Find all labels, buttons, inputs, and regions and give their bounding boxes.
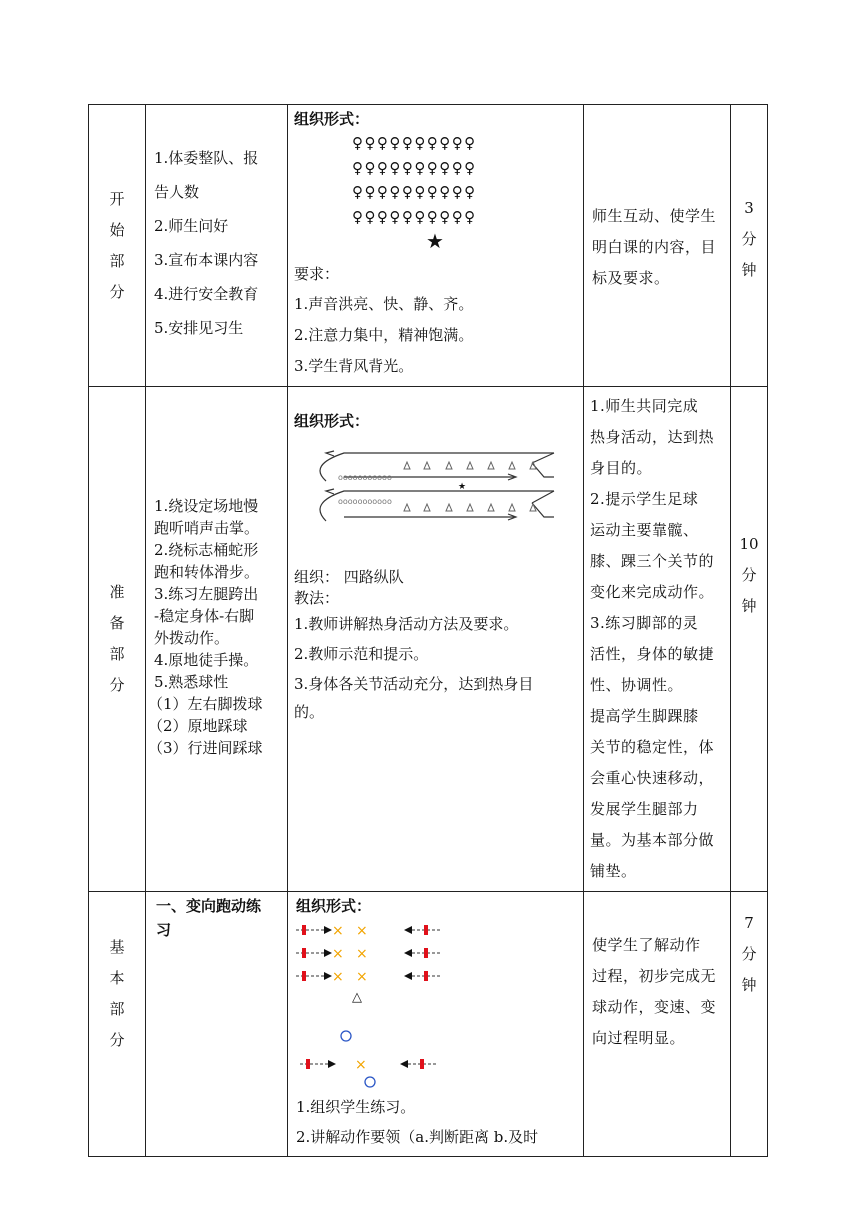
warmup-route-diagram <box>304 447 564 539</box>
content-line: 3.宣布本课内容 <box>154 251 259 269</box>
purpose-line: 量。为基本部分做 <box>590 831 715 849</box>
section-name-basic <box>89 892 146 1157</box>
purpose-line: 关节的稳定性，体 <box>590 738 715 756</box>
player-marker-icon <box>302 948 306 958</box>
circle-marker-icon <box>365 1077 375 1087</box>
content-line: 5.熟悉球性 <box>154 673 229 691</box>
route-line <box>532 491 554 517</box>
org-line: 教法： <box>294 589 340 607</box>
player-marker-icon <box>424 925 428 935</box>
purpose-line: 铺垫。 <box>590 862 637 880</box>
content-line: 5.安排见习生 <box>154 319 244 337</box>
purpose-line: 会重心快速移动， <box>590 769 715 787</box>
org-title: 组织形式： <box>294 110 370 128</box>
section-char: 分 <box>109 282 125 301</box>
player-marker-icon <box>420 1059 424 1069</box>
section-char: 备 <box>109 614 125 632</box>
content-line: 习 <box>156 921 172 939</box>
cross-marker-icon: × <box>332 923 344 939</box>
purpose-line: 运动主要靠髋、 <box>590 521 699 539</box>
route-line <box>532 453 554 477</box>
section-row-prepare <box>89 387 768 892</box>
cross-marker-icon: × <box>356 946 368 962</box>
teacher-star-icon: ★ <box>426 229 444 253</box>
content-line: -稳定身体-右脚 <box>154 607 255 625</box>
purpose-line: 身目的。 <box>590 459 653 477</box>
section-char: 本 <box>109 969 125 987</box>
content-line: 一、变向跑动练 <box>156 897 262 915</box>
org-title: 组织形式： <box>294 412 370 430</box>
org-title: 组织形式： <box>296 897 372 915</box>
arrowhead <box>326 451 334 456</box>
section-char: 部 <box>109 251 125 270</box>
time-unit: 分 <box>741 945 757 963</box>
organization-prepare <box>288 387 584 892</box>
time-unit: 分 <box>741 230 757 248</box>
purpose-line: 球动作，变速、变 <box>592 998 717 1016</box>
time-start <box>731 105 768 387</box>
cone-markers <box>404 462 536 511</box>
content-line: 跑听哨声击掌。 <box>154 519 260 537</box>
method-line: 1.教师讲解热身活动方法及要求。 <box>294 615 519 633</box>
content-line: 3.练习左腿跨出 <box>154 585 259 603</box>
time-unit: 钟 <box>741 261 757 279</box>
section-char: 开 <box>109 189 125 208</box>
content-line: 告人数 <box>154 183 200 201</box>
section-char: 分 <box>109 676 125 694</box>
arrowhead <box>326 489 334 494</box>
cross-marker-icon: × <box>332 946 344 962</box>
arrowhead <box>400 1060 408 1068</box>
content-line: 1.体委整队、报 <box>154 149 259 167</box>
content-line: 1.绕设定场地慢 <box>154 497 259 515</box>
content-line: 2.绕标志桶蛇形 <box>154 541 259 559</box>
formation-row: ♀♀♀♀♀♀♀♀♀♀ <box>352 158 477 177</box>
purpose-line: 使学生了解动作 <box>592 936 701 954</box>
section-char: 部 <box>109 645 125 663</box>
purpose-line: 膝、踝三个关节的 <box>590 552 715 570</box>
section-char: 部 <box>109 1000 125 1018</box>
purpose-line: 发展学生腿部力 <box>590 800 699 818</box>
purpose-line: 3.练习脚部的灵 <box>590 614 699 632</box>
section-name-start <box>89 105 146 387</box>
content-line: （2）原地踩球 <box>148 717 248 735</box>
method-line: 1.组织学生练习。 <box>296 1098 416 1116</box>
lesson-plan-table <box>88 104 768 1157</box>
student-formation <box>352 131 577 229</box>
purpose-line: 明白课的内容，目 <box>592 238 717 256</box>
content-prepare <box>146 387 288 892</box>
player-marker-icon <box>302 925 306 935</box>
requirements-title: 要求： <box>294 265 340 283</box>
requirement-line: 3.学生背风背光。 <box>294 357 414 375</box>
organization-basic <box>288 892 584 1157</box>
arrowhead <box>404 949 412 957</box>
student-dots <box>338 473 392 506</box>
svg-text:ooooooooooo: ooooooooooo <box>338 497 392 506</box>
purpose-prepare <box>584 387 731 892</box>
purpose-line: 活性，身体的敏捷 <box>590 645 715 663</box>
content-start <box>146 105 288 387</box>
section-char: 基 <box>109 938 125 956</box>
purpose-line: 2.提示学生足球 <box>590 490 699 508</box>
arrowhead <box>324 972 332 980</box>
section-name-prepare <box>89 387 146 892</box>
arrowhead <box>328 1060 336 1068</box>
purpose-line: 过程，初步完成无 <box>592 967 717 985</box>
method-line: 2.教师示范和提示。 <box>294 645 429 663</box>
org-line: 组织： 四路纵队 <box>294 568 404 586</box>
content-line: （3）行进间踩球 <box>148 739 263 757</box>
section-row-start <box>89 105 768 387</box>
formation-row: ♀♀♀♀♀♀♀♀♀♀ <box>352 134 477 152</box>
purpose-line: 1.师生共同完成 <box>590 397 699 415</box>
svg-text:ooooooooooo: ooooooooooo <box>338 473 392 482</box>
purpose-basic <box>584 892 731 1157</box>
circle-marker-icon <box>341 1031 351 1041</box>
player-marker-icon <box>424 971 428 981</box>
content-line: 4.原地徒手操。 <box>154 651 259 669</box>
purpose-line: 变化来完成动作。 <box>590 583 715 601</box>
purpose-line: 热身活动，达到热 <box>590 428 715 446</box>
method-line: 的。 <box>294 703 325 721</box>
formation-row: ♀♀♀♀♀♀♀♀♀♀ <box>352 207 477 226</box>
cross-marker-icon: × <box>356 923 368 939</box>
triangle-icon: △ <box>352 990 362 1005</box>
time-unit: 分 <box>741 566 757 584</box>
purpose-start <box>584 105 731 387</box>
purpose-line: 向过程明显。 <box>592 1029 686 1047</box>
arrowhead <box>324 926 332 934</box>
arrowhead <box>404 926 412 934</box>
cross-marker-icon: × <box>332 969 344 985</box>
section-char: 准 <box>109 583 125 601</box>
purpose-line: 标及要求。 <box>592 269 670 287</box>
content-basic <box>146 892 288 1157</box>
time-value: 7 <box>744 914 754 932</box>
time-unit: 钟 <box>741 597 757 615</box>
player-marker-icon <box>302 971 306 981</box>
content-line: （1）左右脚拨球 <box>148 695 263 713</box>
section-char: 始 <box>109 220 125 239</box>
change-direction-drill-diagram <box>292 920 452 1096</box>
time-value: 10 <box>739 535 759 553</box>
content-line: 外拨动作。 <box>154 629 230 647</box>
teacher-star-icon: ★ <box>458 482 467 492</box>
cross-marker-icon: × <box>356 969 368 985</box>
player-marker-icon <box>306 1059 310 1069</box>
requirement-line: 2.注意力集中，精神饱满。 <box>294 326 474 344</box>
arrowhead <box>404 972 412 980</box>
content-line: 2.师生问好 <box>154 217 229 235</box>
organization-start <box>288 105 584 387</box>
method-line: 2.讲解动作要领（a.判断距离 b.及时 <box>296 1128 539 1146</box>
method-line: 3.身体各关节活动充分，达到热身目 <box>294 675 534 693</box>
purpose-line: 性、协调性。 <box>590 676 684 694</box>
section-char: 分 <box>109 1031 125 1049</box>
time-unit: 钟 <box>741 976 757 994</box>
section-row-basic <box>89 892 768 1157</box>
time-prepare <box>731 387 768 892</box>
player-marker-icon <box>424 948 428 958</box>
content-line: 跑和转体滑步。 <box>154 563 260 581</box>
cross-marker-icon: × <box>355 1057 367 1073</box>
purpose-line: 师生互动、使学生 <box>592 207 717 225</box>
arrowhead <box>324 949 332 957</box>
purpose-line: 提高学生脚踝膝 <box>590 707 699 725</box>
time-basic <box>731 892 768 1157</box>
requirement-line: 1.声音洪亮、快、静、齐。 <box>294 295 474 313</box>
time-value: 3 <box>744 199 754 217</box>
formation-row: ♀♀♀♀♀♀♀♀♀♀ <box>352 183 477 201</box>
content-line: 4.进行安全教育 <box>154 285 259 303</box>
